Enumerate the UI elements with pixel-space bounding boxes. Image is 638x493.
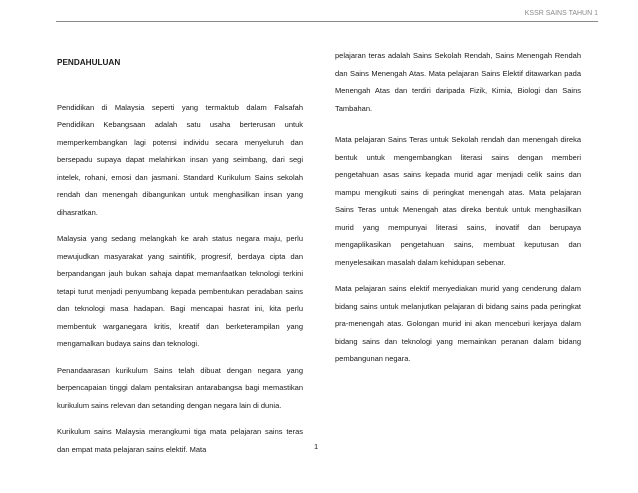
paragraph-core-design: Mata pelajaran Sains Teras untuk Sekolah rendah dan menengah direka bentuk untuk mengembangkan literasi sains dengan memberi pengetahuan asas sains kepada murid agar menjadi celik sains dan mampu mengikuti sains di peringkat menengah atas. Mata pelajaran Sains Teras untuk Menengah atas direka bentuk untuk menghasilkan murid yang mempunyai literasi sains, inovatif dan berupaya mengaplikasikan pengetahuan sains, membuat keputusan dan menyelesaikan masalah dalam kehidupan sebenar. [335, 135, 581, 267]
paragraph-intro: Pendidikan di Malaysia seperti yang termaktub dalam Falsafah Pendidikan Kebangsaan adalah satu usaha berterusan untuk memperkembangkan lagi potensi individu secara menyeluruh dan bersepadu supaya dapat melahirkan insan yang seimbang, dari segi intelek, rohani, emosi dan jasmani. Standard Kurikulum Sains sekolah rendah dan menengah dibangunkan untuk menghasilkan insan yang dihasratkan. [57, 102, 303, 217]
left-column [57, 54, 303, 458]
paragraph-benchmarking: Penandaarasan kurikulum Sains telah dibuat dengan negara yang berpencapaian tinggi dalam pentaksiran antarabangsa bagi memastikan kurikulum sains relevan dan setanding dengan negara lain di dunia. [57, 365, 303, 410]
running-header: KSSR SAINS TAHUN 1 [524, 10, 598, 17]
paragraph-elective: Mata pelajaran sains elektif menyediakan murid yang cenderung dalam bidang sains untuk melanjutkan pelajaran di bidang sains pada peringkat pra-menengah atas. Golongan murid ini akan menceburi kerjaya dalam bidang sains dan teknologi yang memainkan peranan dalam bidang pembangunan negara. [335, 284, 581, 363]
paragraph-malaysia: Malaysia yang sedang melangkah ke arah status negara maju, perlu mewujudkan masyarakat yang saintifik, progresif, berdaya cipta dan berpandangan jauh bukan sahaja dapat memanfaatkan teknologi terkini tetapi turut menjadi penyumbang kepada pembentukan peradaban sains dan teknologi masa hadapan. Bagi mencapai hasrat ini, kita perlu membentuk warganegara kritis, kreatif dan berketerampilan yang mengamalkan budaya sains dan teknologi. [57, 234, 303, 348]
header-rule [56, 21, 598, 22]
paragraph-curriculum: Kurikulum sains Malaysia merangkumi tiga mata pelajaran sains teras dan empat mata pelajaran sains elektif. Mata [57, 427, 303, 454]
right-column [335, 47, 581, 368]
paragraph-core-subjects: pelajaran teras adalah Sains Sekolah Rendah, Sains Menengah Rendah dan Sains Menengah Atas. Mata pelajaran Sains Elektif ditawarkan pada Menengah Atas dan terdiri daripada Fizik, Kimia, Biologi dan Sains Tambahan. [335, 51, 581, 113]
section-heading: PENDAHULUAN [57, 58, 121, 67]
page-number: 1 [314, 442, 319, 451]
